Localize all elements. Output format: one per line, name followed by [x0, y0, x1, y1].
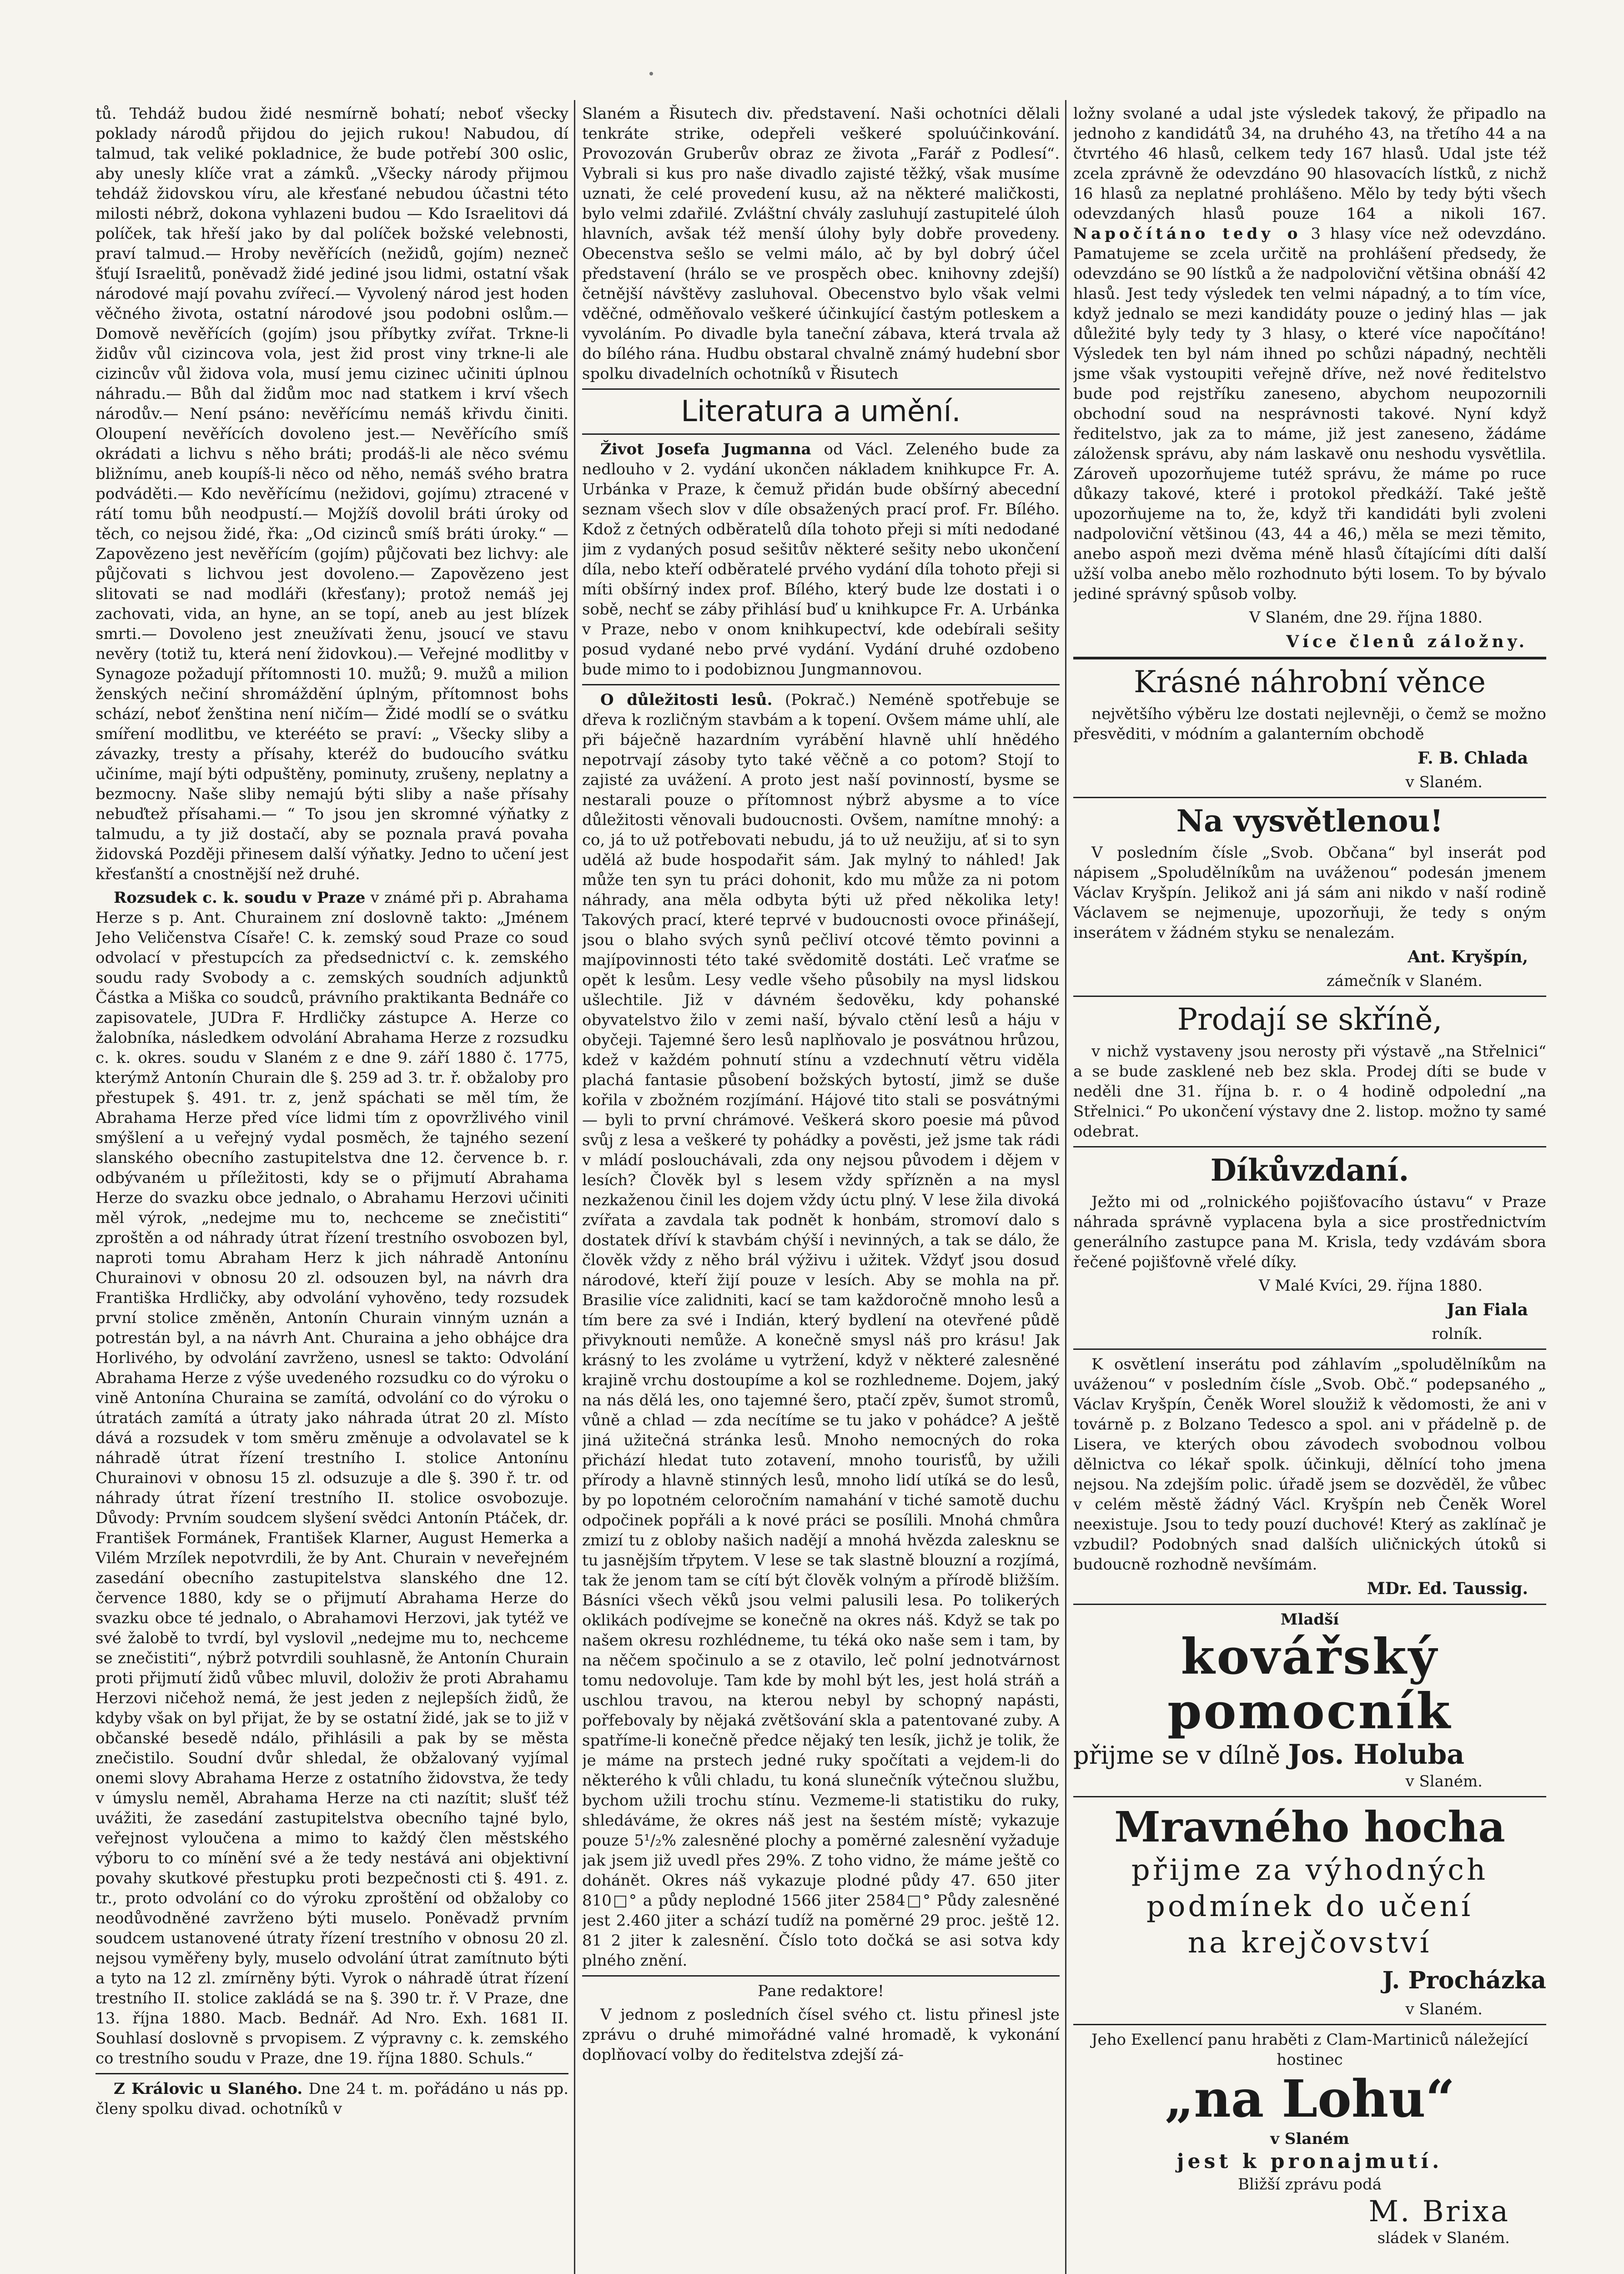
- ad-thanks-role: rolník.: [1432, 1325, 1483, 1343]
- ad-taussig: [1073, 1354, 1546, 1599]
- ad-inn-line2: v Slaném: [1270, 2130, 1349, 2148]
- court-ruling-article: [96, 888, 568, 2068]
- forests-body: (Pokrač.) Neméně spotřebuje se dřeva k rozličným stavbám a k topení. Ovšem máme uhlí, ale při báječně hazardním vyrábění hlavně uhlí hnědého nepotrvají zásoby tyto také věčně a co potom? Stojí to zajisté za uvážení. A proto jest naší povinností, bysme se nestarali pouze o přítomnost nýbrž abysme a to více důležitosti věnovali budoucnosti. Ovšem, namítne mnohý: a co, já to už potřebovati nebudu, já to už neužiju, ať si to syn udělá až bude hospodařit sám. Jak mylný to náhled! Jak může ten syn tu práci dohonit, kdo mu může za ni potom náhrady, ana měla odbyta býti už před několika lety! Takových prací, které teprvé v budoucnosti ovoce přinášejí, jsou o blaho svých synů pečliví otcové těmto povinni a majípovinnosti této také svědomitě dostáti. Leč vraťme se opět k lesům. Lesy vedle všeho působily na mysl lidskou ušlechtile. Již v dávném šedověku, kdy pohanské obyvatelstvo žilo v zemi naší, bývalo ctění lesů a háju v obyčeji. Tajemné šero lesů naplňovalo je posvátnou hrůzou, kdež v každém pohnutí stínu a vzdechnutí větru viděla plachá fantasie působení božských bytostí, jimž se duše kořila v zbožném rozjímání. Hájové tito stali se posvátnými — byli to první chrámové. Veškerá skoro poesie má původ svůj z lesa a veškeré ty pohádky a pověsti, jež jsme tak rádi v mládí poslouchávali, zda ony nejsou původem i dějem v lesích? Člověk byl s lesem vždy spřízněn a na mysl nezkaženou činil les dojem vždy úctu plný. V lese žila divoká zvířata a zavdala tak podnět k honbám, stromoví dalo s dostatek dříví k stavbám chýší i nevinných, a tak se dálo, že člověk vždy z něho brál výživu i užitek. Vždyť jsou dosud národové, kteří žijí pouze v lesích. Aby se mohla na př. Brasilie více zalidniti, kací se tam každoročně mnoho lesů a tím bere za své i Indián, který bydlení na otevřené půdě přivyknouti nemůže. A konečně smysl náš pro krásu! Jak krásný to les zvoláme u vytržení, když v některé zalesněné krajině vrchu dostoupíme a kol se rozhledneme. Dojem, jaký na nás dělá les, ono tajemné šero, ptačí zpěv, šumot stromů, vůně a chlad — zda necítíme se tu jako v pohádce? A ještě jiná užitečná stránka lesů. Mnoho nemocných do roka přichází hledat tuto zotavení, mnoho tourisťů, by užili přírody a hlavně stinných lesů, mnoho lidí utíká se do lesů, by po lopotném celoročním namahání v tiché samotě duchu odpočinek popřáli a k nové práci se posílili. Mnohá chmůra zmizí tu z obloby našich nadějí a mnohá hvězda zalesknu se tu jasnějším třpytem. V lese se tak slastně blouzní a rozjímá, tak že jenom tam se cítí být člověk volným a přírodě bližším. Básníci všech věků jsou velmi palusili lesa. Po tolikerých oklikách podívejme se konečně na okres náš. Když se tak po našem okresu rozhlédneme, tu téká oko naše sem i tam, by na něčem spočinulo a se z otavilo, leč polní jednotvárnost tomu nedovoluje. Tam kde by mohl být les, jest holá stráň a uschlou travou, na kterou nebyl by schopný napásti, pořfebovaly by nějaká zvětšování skla a patentované zuby. A spatříme-li konečně předce nějaký ten lesík, jichž je tolik, že je máme na prstech jedné ruky spočítati a vejdem-li do některého k vůli chladu, tu koná slunečník výtečnou službu, bychom užili trochu stínu. Vezmeme-li statistiku do ruky, shledáváme, že okres náš jest na šestém místě; vykazuje pouze 5¹/₂% zalesněné plochy a poměrné zalesnění vyžaduje jak jsem již uvedl přes 29%. Z toho vidno, že máme ještě co dohánět. Okres náš vykazuje plodné půdy 47. 650 jiter 810□° a půdy neplodné 1566 jiter 2584□° Půdy zalesněné jest 2.460 jiter a schází tudíž na poměrné 29 proc. ještě 12. 81 2 jiter k zalesnění. Číslo toto dočká se asi sotva kdy plného znění.: [582, 691, 1060, 1970]
- ad-thanks-place: V Malé Kvíci, 29. října 1880.: [1258, 1277, 1483, 1295]
- ad-wreaths-place: v Slaném.: [1405, 773, 1483, 791]
- divider: [582, 684, 1060, 685]
- page-dot: [649, 72, 653, 75]
- divider: [1073, 1604, 1546, 1605]
- ad-blacksmith-name: Jos. Holuba: [1288, 1739, 1465, 1771]
- ad-blacksmith-top: Mladší: [1280, 1610, 1339, 1629]
- jungmann-body: od Václ. Zeleného bude za nedlouho v 2. vydání ukončen nákladem knihkupce Fr. A. Urbánka v Praze, k čemuž přidán bude obšírný abecední seznam všech slov v díle obsažených prací prof. Fr. Bílého. Kdož z četných odběratelů díla tohoto přeji si míti nedodané jim z vydaných posud sešitův některé sešity nebo ukončení díla, nebo kteří odběratelé prvého vydání díla tohoto přeji si míti obšírný index prof. Bílého, který bude lze dostati i o sobě, nechť se záby přihlásí buď u knihkupce Fr. A. Urbánka v Praze, nebo v onom knihkupectví, kde odebírali sešity posud vydané nebo prvé vydání. Vydání druhé ozdobeno bude mimo to i podobiznou Jungmannovou.: [582, 440, 1060, 679]
- ad-thanks: [1073, 1152, 1546, 1344]
- letter-part-1: ložny svolané a udal jste výsledek takový, že připadlo na jednoho z kandidátů 34, na druhého 43, na třetího 44 a na čtvrtého 46 hlasů, celkem tedy 167 hlasů. Udal jste též zcela zprávně že odevzdáno 90 hlasovacích lístků, z nichž 16 hlasů za neplatné prohlášeno. Mělo by tedy býti všech odevzdaných hlasů pouze 164 a nikoli 167.: [1073, 105, 1546, 223]
- column-1: [96, 104, 568, 2274]
- jungmann-article: [582, 439, 1060, 679]
- ad-inn-line1: Jeho Exellencí panu hraběti z Clam-Martiniců náležející hostinec: [1091, 2031, 1528, 2069]
- letter-place-date: V Slaném, dne 29. října 1880.: [1249, 609, 1483, 627]
- ad-wreaths: [1073, 664, 1546, 792]
- ad-apprentice: [1073, 1802, 1546, 2019]
- ad-taussig-body: K osvětlení inserátu pod záhlavím „spoludělníkům na uváženou“ v posledním čísle „Svob. Obč.“ podepsaného „ Václav Kryšpín, Čeněk Worel sloužiž k vědomosti, že ani v továrně p. z Bolzano Tedesco a spol. ani v přádelně p. de Lisera, ve kterých obou závodech svobodnou volbou dělnictva co lékař spolk. účinkuji, dělnící toho jmena nejsou. Na zdejším polic. úřadě jsem se dozvěděl, že vůbec v celém městě žádný Václ. Kryšpín neb Čeněk Worel neexistuje. Jsou to tedy pouzí duchové! Který as zaklínač je vzbudil? Podobných snad dalších uličnických útoků si budoucně rozhodně nevšímám.: [1073, 1355, 1546, 1574]
- divider: [582, 433, 1060, 435]
- forests-article: [582, 690, 1060, 1971]
- ad-wreaths-name: F. B. Chlada: [1418, 749, 1528, 768]
- divider: [1073, 797, 1546, 798]
- ad-inn-line3: jest k pronajmutí.: [1177, 2150, 1443, 2173]
- ad-explanation-name: Ant. Kryšpín,: [1408, 947, 1528, 966]
- divider: [96, 2073, 568, 2074]
- kralovice-body: Dne 24 t. m. pořádáno u nás pp. členy spolku divad. ochotníků v: [96, 2080, 568, 2118]
- ad-explanation: [1073, 803, 1546, 991]
- divider: [1073, 996, 1546, 997]
- ad-thanks-heading: Díkůvzdaní.: [1210, 1152, 1409, 1188]
- ad-thanks-name: Jan Fiala: [1447, 1300, 1528, 1319]
- ad-cabinets: [1073, 1001, 1546, 1142]
- kralovice-title: Z Královic u Slaného.: [114, 2080, 303, 2098]
- ad-inn: [1073, 2030, 1546, 2247]
- letter-salutation: Pane redaktore!: [758, 1982, 884, 2000]
- ad-wreaths-heading: Krásné náhrobní věnce: [1134, 664, 1486, 699]
- letter-body: V jednom z posledních čísel svého ct. listu přinesl jste zprávu o druhé mimořádné valné hromadě, k vykonání doplňovací volby do ředitelstva zdejší zá-: [582, 2006, 1060, 2064]
- divider: [1073, 1796, 1546, 1797]
- ad-blacksmith-heading: kovářský pomocník: [1167, 1628, 1452, 1740]
- ad-cabinets-heading: Prodají se skříně,: [1177, 1002, 1443, 1037]
- column-2: [582, 104, 1060, 2274]
- ad-apprentice-line1: přijme za výhodných podmínek do učení: [1131, 1853, 1488, 1923]
- talmud-article: tů. Tehdáž budou židé nesmírně bohatí; neboť všecky poklady národů přijdou do jejich rukou! Nabudou, dí talmud, tak veliké pokladnice, že bude potřebí 300 oslic, aby unesly klíče vrat a zámků. „Všecky národy přijmou tehdáž židovskou víru, ale křesťané nebudou účastni této milosti nébrž, dokona vyhlazeni budou — Kdo Israelitovi dá políček, tak hřeší jako by dal políček božské velebnosti, praví talmud.— Hroby nevěřících (nežidů, gojím) nezneč šťují Israelitů, poněvadž židé jediné jsou lidmi, ostatní však národové mají povahu zvířecí.— Vyvolený národ jest hoden věčného života, ostatní národové jsou podobni oslům.— Domově nevěřících (gojím) jsou příbytky zvířat. Trkne-li židův vůl cizincova vola, jest žid prost viny trkne-li ale cizincův vůl židova vola, musí jemu cizinec učiniti úplnou náhradu.— Bůh dal židům moc nad statkem i krví všech národův.— Není psáno: nevěřícímu nemáš křivdu činiti. Oloupení nevěřících dovoleno jest.— Nevěřícího smíš okrádati a lichvu s něho bráti; prodáš-li ale něco svému bližnímu, aneb koupíš-li něco od něho, nemáš svého bratra podváděti.— Kdo nevěřícímu (nežidovi, gojímu) ztracené v rátí tomu bůh neodpustí.— Mojžíš dovolil bráti úroky od těch, co nejsou židé, řka: „Od cizinců smíš bráti úroky.“ — Zapovězeno jest nevěřícím (gojím) půjčovati bez lichvy: ale půjčovati s lichvou jest dovoleno.— Zapovězeno jest slitovati se nad modláři (křesťany); protož nemáš jej zachovati, vida, an hyne, an se topí, aneb au jest blízek smrti.— Dovoleno jest zneužívati ženu, jsoucí ve stavu nevěry (totiž tu, která není židovkou).— Veřejné modlitby v Synagoze požadují přítomnosti 10. mužů; 9. mužů a milion ženských nečiní shromáždění úplným, přítomnost bohs schází, neboť ženština není ničím— Židé modlí se o svátku smíření modlitbu, ve kterééto se praví: „ Všecky sliby a závazky, tresty a přísahy, kteréž do budoucího svátku učiníme, mají býti odpuštěny, pominuty, zrušeny, neplatny a bezmocny. Naše sliby nemajú býti sliby a naše přísahy nebuďtež přísahami.— “ To jsou jen skromné výňatky z talmudu, a ty již dostačí, aby se poznala pravá povaha židovská Později přinesem další výňatky. Jedno to učení jest křesťanští a cnostnější než druhé.: [96, 105, 568, 883]
- letter-continuation: [1073, 104, 1546, 604]
- jungmann-title: Život Josefa Jugmanna: [600, 440, 811, 458]
- ad-taussig-name: MDr. Ed. Taussig.: [1367, 1579, 1528, 1598]
- ad-blacksmith-body: přijme se v dílně: [1073, 1741, 1281, 1770]
- column-rule-left: [574, 100, 575, 2274]
- ad-apprentice-name: J. Procházka: [1382, 1967, 1546, 1994]
- ad-blacksmith: [1073, 1610, 1546, 1791]
- theatre-report: Slaném a Řisutech div. představení. Naši ochotníci dělali tenkráte strike, odepřeli veškeré spoluúčinkování. Provozován Gruberův obraz ze života „Farář z Podlesí“. Vybrali si kus pro naše divadlo zajisté těžký, však musíme uznati, že celé provedení kusu, až na některé maličkosti, bylo velmi zdařilé. Zvláštní chvály zasluhují zastupitelé úloh hlavních, avšak též menší úlohy byly dobře provedeny. Obecenstva sešlo se velmi málo, ač by byl dobrý účel představení (hrálo se ve prospěch obec. knihovny zdejší) četnější návštěvy zasluhoval. Obecenstvo bylo však velmi vděčné, odměňovalo veškeré účinkující častým potleskem a vyvoláním. Po divadle byla taneční zábava, která trvala až do bílého rána. Hudbu obstaral chvalně známý hudební sbor spolku divadelních ochotníků v Řisutech: [582, 105, 1060, 383]
- forests-title: O důležitosti lesů.: [600, 691, 773, 709]
- letter-spaced-phrase: Napočítáno tedy o: [1073, 225, 1302, 243]
- ad-apprentice-line2: na krejčovství: [1187, 1926, 1432, 1960]
- ad-explanation-body: V posledním čísle „Svob. Občana“ byl inserát pod nápisem „Spoludělníkům na uváženou“ podesán jmenem Václav Kryšpín. Jelikož ani já sám ani nikdo v naší rodině Václavem se nejmenuje, upozorňuji, že tedy s oným inserátem v žádném styku se nenalezám.: [1073, 844, 1546, 942]
- court-ruling-title: Rozsudek c. k. soudu v Praze: [114, 889, 366, 907]
- ad-inn-line4: Bližší zprávu podá: [1237, 2175, 1382, 2194]
- ad-inn-name: M. Brixa: [1368, 2195, 1510, 2229]
- section-heading-literature: Literatura a umění.: [681, 395, 961, 428]
- divider: [1073, 1146, 1546, 1147]
- ad-inn-role: sládek v Slaném.: [1377, 2229, 1510, 2247]
- ad-inn-heading: „na Lohu“: [1164, 2069, 1455, 2129]
- ad-apprentice-heading: Mravného hocha: [1114, 1802, 1505, 1851]
- ad-apprentice-place: v Slaném.: [1405, 2000, 1483, 2018]
- letter-part-2: 3 hlasy více než odevzdáno. Pamatujeme se zcela určitě na prohlášení předsedy, že odevzdáno se 90 lístků a že nadpoloviční většina obnáší 42 hlasů. Jest tedy výsledek ten velmi nápadný, a to tím více, když jednalo se mezi kandidáty pouze o jediný hlas — jak důležité byly tedy ty 3 hlasy, o které více napočítáno! Výsledek ten byl nám ihned po schůzi nápadný, nechtěli jsme však vystoupiti veřejně dříve, než nové ředitelstvo bude pod rejstříku zaneseno, abychom neupozornili obchodní soud na nesprávnosti takové. Nyní když ředitelstvo, jak za to máme, již jest zaneseno, žádáme záložensk správu, aby nám laskavě onu neshodu vysvětlila. Zároveň upozorňujeme tutéž správu, že máme po ruce důkazy takové, které i protokol předkáží. Také ještě upozorňujeme na to, že, když tři kandidáti byli zvoleni nadpoloviční většinou (43, 44 a 46,) měla se mezi těmito, anebo aspoň mezi dvěma méně hlasů čítajícími díti další užší volba anebo mělo rozhodnuto býti losem. To by bývalo jediné správný spůsob volby.: [1073, 225, 1546, 603]
- ad-wreaths-body: největšího výběru lze dostati nejlevněji, o čemž se možno přesvěditi, v módním a galanterním obchodě: [1073, 705, 1546, 743]
- ad-cabinets-body: v nichž vystaveny jsou nerosty při výstavě „na Střelnici“ a se bude zasklené neb bez skla. Prodej díti se bude v neděli dne 31. října b. r. o 4 hodině odpolední „na Střelnici.“ Po ukončení výstavy dne 2. listop. možno ty samé odebrat.: [1073, 1042, 1546, 1141]
- column-3: [1073, 104, 1546, 2274]
- divider: [1073, 657, 1546, 659]
- ad-thanks-body: Ježto mi od „rolnického pojišťovacího ústavu“ v Praze náhrada správně vyplacena byla a sice prostřednictvím generálního zastupce pana M. Krisla, tedy vzdávám sbora řečené pojišťovně vřelé díky.: [1073, 1193, 1546, 1271]
- divider: [1073, 1348, 1546, 1350]
- ad-blacksmith-place: v Slaném.: [1405, 1772, 1483, 1791]
- divider: [1073, 2024, 1546, 2025]
- kralovice-report: [96, 2079, 568, 2119]
- court-ruling-body: v známé při p. Abrahama Herze s p. Ant. Churainem zní doslovně takto: „Jménem Jeho Veličenstva Císaře! C. k. zemský soud Praze co soud odvolací v přestupcích za předsednictví c. k. zemského soudu rady Svobody a c. zemských soudních adjunktů Částka a Miška co soudců, právního praktikanta Bednáře co zapisovatele, JUDra F. Hrdličky zástupce A. Herze co žalobníka, následkem odvolání Abrahama Herze z rozsudku c. k. okres. soudu v Slaném z e dne 9. září 1880 č. 1775, kterýmž Antonín Churain dle §. 259 ad 3. tr. ř. obžaloby pro přestupek §. 491. tr. z, jenž spáchati se měl tím, že Abrahama Herze před více lidmi tím z opovržlivého vinil smýšlení a u veřejný vydal posměch, že tajného sezení slanského obecního zastupitelstva dne 12. července b. r. odbývaném u příležitosti, kdy se o přijmutí Abrahama Herze do svazku obce jednalo, o Abrahamu Herzovi učiniti měl výrok, „nedejme mu to, nechceme se znečistiti“ zproštěn a od náhrady útrat řízení trestního osvobozen byl, naproti tomu Abraham Herz k jich náhradě Antonínu Churainovi v obnosu 20 zl. odsouzen byl, na návrh dra Františka Hrdličky, aby odvolání vyhověno, tedy rozsudek první stolice změněn, Antonín Churain vinným uznán a potrestán byl, a na návrh Ant. Churaina a jeho obhájce dra Horlivého, by odvolání zavrženo, usnesl se takto: Odvolání Abrahama Herze z výše uvedeného rozsudku co do výroku o vině Antonína Churaina se zamítá, odvolání co do výroku o útratách zamítá a útraty jako náhrada útrat 20 zl. Místo dává a rozsudek v tom směru změnuje a odvolavatel se k náhradě útrat řízení trestního I. stolice Antonínu Churainovi v obnosu 15 zl. odsuzuje a dle §. 390 ř. tr. od náhrady útrat řízení trestního II. stolice osvobozuje. Důvody: Prvním soudcem slyšení svědci Antonín Ptáček, dr. František Formánek, František Klarner, August Hemerka a Vilém Mrzílek nepotvrdili, že by Ant. Churain v neveřejném zasedání obecního zastupitelstva slanského dne 12. července 1880, kdy se o přijmutí Abrahama Herze do svazku obce té jednalo, o Abrahamovi Herzovi, jak tytéž ve své žalobě to tvrdí, byl vyslovil „nedejme mu to, nechceme se znečistiti“, nýbrž potvrdili souhlasně, že Antonín Churain proti přijmutí židů vůbec mluvil, doloživ že proti Abrahamu Herzovi ničehož nemá, že jest jeden z nejlepších židů, že kdyby však on byl přijat, že by se ostatní židé, jak se to již v občanské besedě ndálo, přihlásili a pak by se města znečistilo. Soudní dvůr shledal, že obžalovaný vyjímal onemi slovy Abrahama Herze z ostatního židovstva, že tedy v úmyslu neměl, Abrahama Herze na cti nazítit; slušť též uvážiti, že zasedání zastupitelstva obecního tajné bylo, veřejnost vyloučena a mimo to každý člen městského výboru to co mínění své a že tedy nestává ani objektivní povahy skutkové přestupku proti bezpečnosti cti §. 491. z. tr., proto odvolání co do výroku zproštění od obžaloby co neodůvodněné zavrženo býti muselo. Poněvadž prvním soudcem ustanovené útraty řízení trestního v obnosu 20 zl. nejsou vyměřeny byly, muselo odvolání útrat zamítnuto býti a tyto na 12 zl. zmírněny býti. Vyrok o náhradě útrat řízení trestního II. stolice zakládá se na §. 390 tr. ř. V Praze, dne 13. října 1880. Macb. Bednář. Ad Nro. Exh. 1681 II. Souhlasí doslovně s prvopisem. Z výpravny c. k. zemského co trestního soudu v Praze, dne 19. října 1880. Schuls.“: [96, 889, 568, 2068]
- letter-signature: Více členů záložny.: [1286, 632, 1528, 651]
- ad-explanation-role: zámečník v Slaném.: [1326, 972, 1483, 990]
- ad-explanation-heading: Na vysvětlenou!: [1176, 803, 1443, 839]
- divider: [582, 1975, 1060, 1977]
- ad-blacksmith-line: [1073, 1739, 1546, 1771]
- column-rule-right: [1065, 100, 1066, 2274]
- divider: [582, 388, 1060, 390]
